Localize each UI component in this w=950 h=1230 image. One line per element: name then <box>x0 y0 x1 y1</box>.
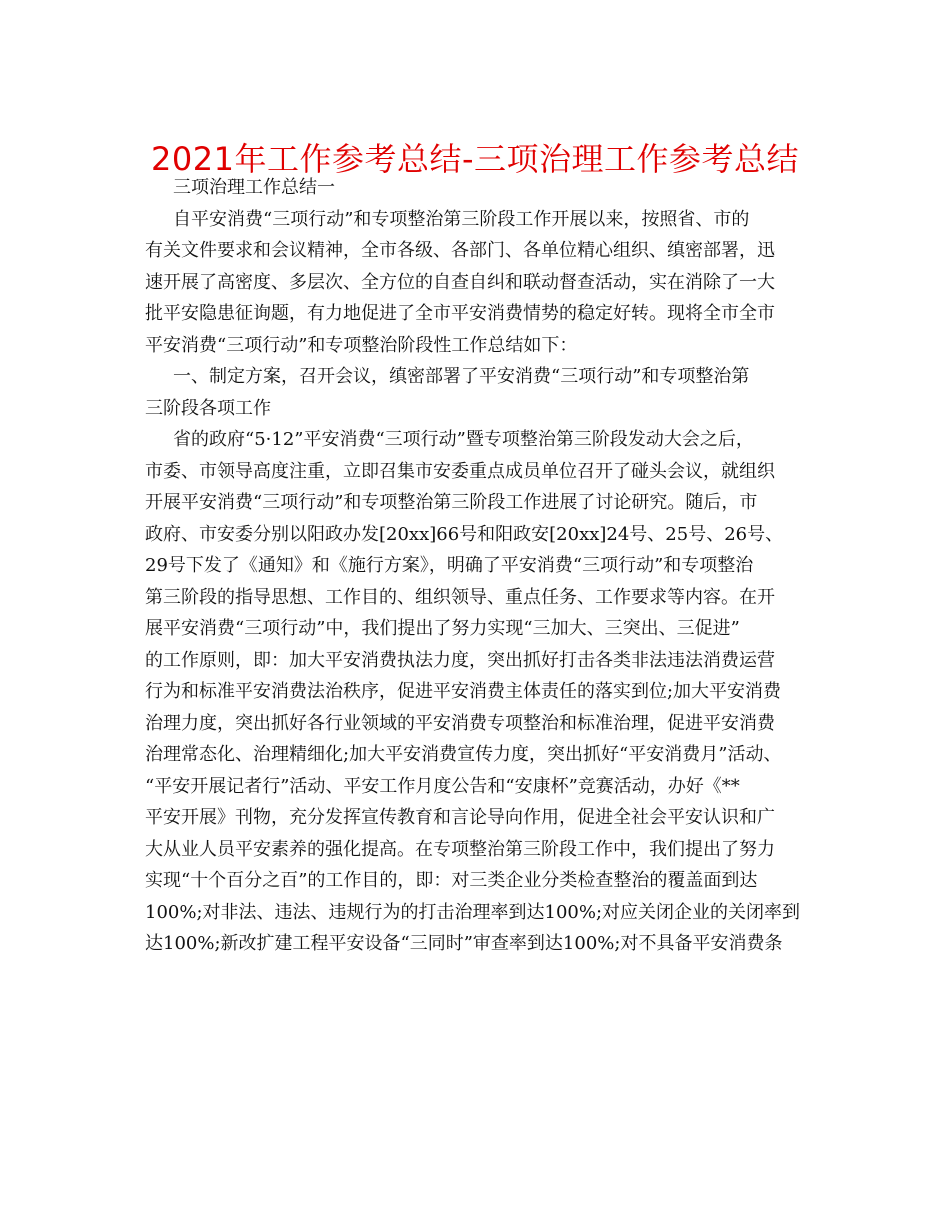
body-line: 三阶段各项工作 <box>145 397 271 419</box>
body-line: 政府、市安委分别以阳政办发[20xx]66号和阳政安[20xx]24号、25号、26号、 <box>145 523 784 545</box>
body-line: 治理常态化、治理精细化;加大平安消费宣传力度，突出抓好“平安消费月”活动、 <box>145 744 782 765</box>
body-line: 一、制定方案，召开会议，缜密部署了平安消费“三项行动”和专项整治第 <box>173 366 750 387</box>
body-line: “平安开展记者行”活动、平安工作月度公告和“安康杯”竞赛活动，办好《** <box>145 775 740 797</box>
body-line: 市委、市领导高度注重，立即召集市安委重点成员单位召开了碰头会议，就组织 <box>145 460 775 482</box>
body-line: 开展平安消费“三项行动”和专项整治第三阶段工作进展了讨论研究。随后，市 <box>145 492 758 513</box>
body-line: 的工作原则，即：加大平安消费执法力度，突出抓好打击各类非法违法消费运营 <box>145 649 775 671</box>
document-title: 2021年工作参考总结-三项治理工作参考总结 <box>151 140 799 178</box>
body-line: 达100%;新改扩建工程平安设备“三同时”审查率到达100%;对不具备平安消费条 <box>145 933 783 954</box>
body-line: 有关文件要求和会议精神，全市各级、各部门、各单位精心组织、缜密部署，迅 <box>145 240 775 261</box>
body-line: 展平安消费“三项行动”中，我们提出了努力实现“三加大、三突出、三促进” <box>145 618 740 639</box>
body-line: 治理力度，突出抓好各行业领域的平安消费专项整治和标准治理，促进平安消费 <box>145 712 775 734</box>
body-line: 自平安消费“三项行动”和专项整治第三阶段工作开展以来，按照省、市的 <box>173 208 750 230</box>
body-line: 批平安隐患征询题，有力地促进了全市平安消费情势的稳定好转。现将全市全市 <box>145 303 775 324</box>
body-line: 三项治理工作总结一 <box>173 177 335 198</box>
body-line: 100%;对非法、违法、违规行为的打击治理率到达100%;对应关闭企业的关闭率到 <box>145 901 801 923</box>
body-line: 省的政府“5·12”平安消费“三项行动”暨专项整治第三阶段发动大会之后， <box>173 429 754 450</box>
body-line: 平安开展》刊物，充分发挥宣传教育和言论导向作用，促进全社会平安认识和广 <box>145 807 775 828</box>
body-line: 行为和标准平安消费法治秩序，促进平安消费主体责任的落实到位;加大平安消费 <box>145 681 782 702</box>
body-line: 平安消费“三项行动”和专项整治阶段性工作总结如下： <box>145 334 578 356</box>
body-line: 速开展了高密度、多层次、全方位的自查自纠和联动督查活动，实在消除了一大 <box>145 271 775 293</box>
body-line: 实现“十个百分之百”的工作目的，即：对三类企业分类检查整治的覆盖面到达 <box>145 870 758 891</box>
body-line: 29号下发了《通知》和《施行方案》，明确了平安消费“三项行动”和专项整治 <box>145 555 754 576</box>
document-body <box>145 172 815 960</box>
body-line: 第三阶段的指导思想、工作目的、组织领导、重点任务、工作要求等内容。在开 <box>145 586 775 608</box>
body-line: 大从业人员平安素养的强化提高。在专项整治第三阶段工作中，我们提出了努力 <box>145 838 775 860</box>
